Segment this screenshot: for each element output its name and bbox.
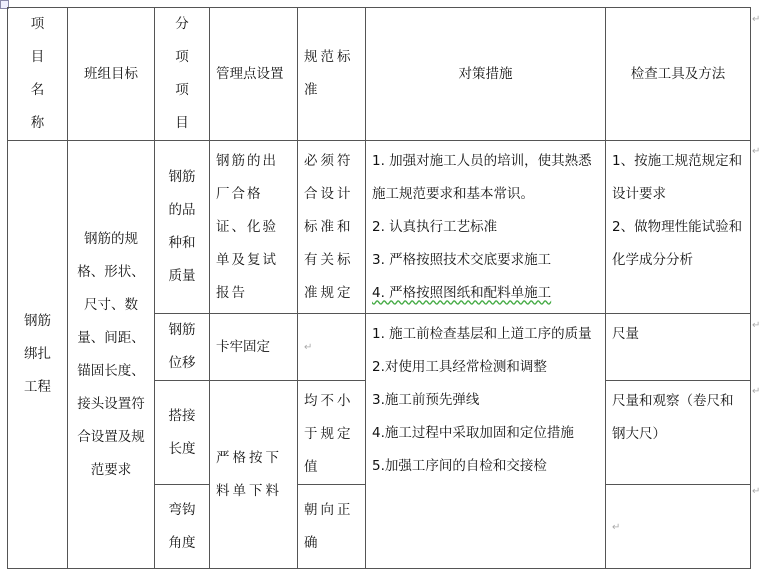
table-row <box>8 141 751 314</box>
paragraph-mark-icon: ↵ <box>612 521 621 533</box>
measure-item: 1. 施工前检查基层和上道工序的质量 <box>372 326 592 342</box>
quality-control-table <box>7 7 751 569</box>
row-end-mark-icon: ↵ <box>752 14 760 25</box>
control-point-cell: 卡牢固定 <box>210 314 298 381</box>
header-row <box>8 8 751 141</box>
header-control-point: 管理点设置 <box>210 8 298 141</box>
inspection-cell <box>606 141 751 314</box>
measures-cell <box>366 314 606 569</box>
measure-item: 2.对使用工具经常检测和调整 <box>372 359 547 375</box>
sub-item-cell: 钢筋位移 <box>155 314 210 381</box>
row-end-mark-icon: ↵ <box>752 386 760 397</box>
inspection-item: 1、按施工规范规定和设计要求 <box>612 153 743 202</box>
measure-item: 5.加强工序间的自检和交接检 <box>372 458 547 474</box>
row-end-mark-icon: ↵ <box>752 320 760 331</box>
measure-item: 4.施工过程中采取加固和定位措施 <box>372 425 574 441</box>
measures-cell <box>366 141 606 314</box>
standard-cell <box>298 314 366 381</box>
header-project-name: 项目名称 <box>8 8 68 141</box>
inspection-cell <box>606 485 751 569</box>
standard-cell: 均不小于规定值 <box>298 381 366 485</box>
goal-cell: 钢筋的规格、形状、尺寸、数量、间距、锚固长度、接头设置符合设置及规范要求 <box>68 141 155 569</box>
sub-item-cell: 钢筋的品种和质量 <box>155 141 210 314</box>
measure-item: 2. 认真执行工艺标准 <box>372 218 498 235</box>
sub-item-cell: 搭接长度 <box>155 381 210 485</box>
header-team-goal: 班组目标 <box>68 8 155 141</box>
measure-item: 4. 严格按照图纸和配料单施工 <box>372 284 552 301</box>
row-end-mark-icon: ↵ <box>752 486 760 497</box>
inspection-item: 2、做物理性能试验和化学成分分析 <box>612 219 743 268</box>
standard-cell: 朝向正确 <box>298 485 366 569</box>
header-inspection: 检查工具及方法 <box>606 8 751 141</box>
control-point-cell: 严格按下料单下料 <box>210 381 298 569</box>
inspection-cell: 尺量 <box>606 314 751 381</box>
row-end-mark-icon: ↵ <box>752 146 760 157</box>
sub-item-cell: 弯钩角度 <box>155 485 210 569</box>
measure-item: 1. 加强对施工人员的培训，使其熟悉施工规范要求和基本常识。 <box>372 152 592 202</box>
control-point-cell: 钢筋的出厂合格证、化验单及复试报告 <box>210 141 298 314</box>
header-measures: 对策措施 <box>366 8 606 141</box>
measure-item: 3. 严格按照技术交底要求施工 <box>372 251 552 268</box>
measure-item: 3.施工前预先弹线 <box>372 392 480 408</box>
paragraph-mark-icon: ↵ <box>304 342 313 353</box>
header-standard: 规范标准 <box>298 8 366 141</box>
standard-cell: 必须符合设计标准和有关标准规定 <box>298 141 366 314</box>
inspection-cell: 尺量和观察（卷尺和钢大尺） <box>606 381 751 485</box>
project-cell: 钢筋绑扎工程 <box>8 141 68 569</box>
header-sub-item: 分项项目 <box>155 8 210 141</box>
